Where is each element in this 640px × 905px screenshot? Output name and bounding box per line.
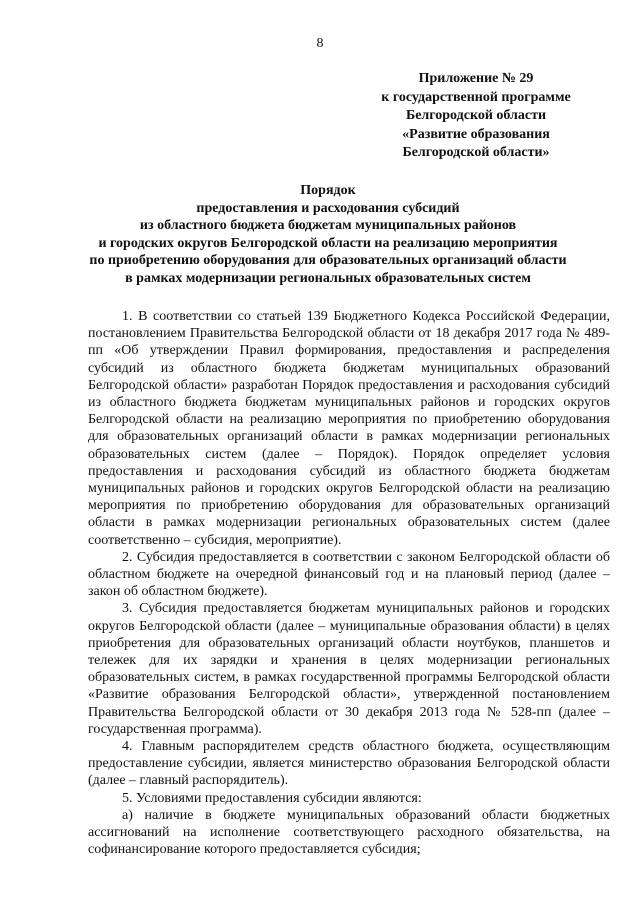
paragraph-3: 3. Субсидия предоставляется бюджетам муниципальных районов и городских округов Белгородской области (далее – муниципальные образования области) в целях приобретения для образовательных организаций области ноутбуков, планшетов и тележек для их зарядки и хранения в целях модернизации региональных образовательных систем, в рамках государственной программы Белгородской области «Развитие образования Белгородской области», утвержденной постановлением Правительства Белгородской области от 30 декабря 2013 года № 528-пп (далее – государственная программа). xyxy=(88,601,610,737)
title-line: Порядок xyxy=(300,183,356,198)
appendix-line: Приложение № 29 xyxy=(418,71,534,86)
document-title xyxy=(60,182,596,287)
title-line: предоставления и расходования субсидий xyxy=(196,200,460,216)
paragraph-2: 2. Субсидия предоставляется в соответствии с законом Белгородской области об областном бюджете на очередной финансовый год и на плановый период (далее – закон об областном бюджете). xyxy=(88,549,610,600)
document-body xyxy=(88,308,610,859)
paragraph-5: 5. Условиями предоставления субсидии являются: xyxy=(122,790,422,806)
title-line: в рамках модернизации региональных образовательных систем xyxy=(125,270,531,286)
title-line: из областного бюджета бюджетам муниципальных районов xyxy=(139,218,517,233)
appendix-header xyxy=(356,70,596,163)
paragraph-1: 1. В соответствии со статьей 139 Бюджетного Кодекса Российской Федерации, постановлением Правительства Белгородской области от 18 декабря 2017 года № 489-пп «Об утверждении Правил формирования, предоставления и распределения субсидий из областного бюджета бюджетам муниципальных образований Белгородской области» разработан Порядок предоставления и расходования субсидий из областного бюджета бюджетам муниципальных районов и городских округов Белгородской области на реализацию мероприятия по приобретению оборудования для образовательных организаций области в рамках модернизации региональных образовательных систем (далее – Порядок). Порядок определяет условия предоставления и расходования субсидий из областного бюджета бюджетам муниципальных районов и городских округов Белгородской области на реализацию мероприятия по приобретению оборудования для образовательных организаций области в рамках модернизации региональных образовательных систем (далее соответственно – субсидия, мероприятие). xyxy=(88,309,610,548)
appendix-line: Белгородской области xyxy=(405,108,547,123)
title-line: и городских округов Белгородской области на реализацию мероприятия xyxy=(98,235,558,251)
appendix-line: «Развитие образования xyxy=(402,126,550,142)
paragraph-5a: а) наличие в бюджете муниципальных образований области бюджетных ассигнований на исполнение соответствующего расходного обязательства, на софинансирование которого предоставляется субсидия; xyxy=(88,807,610,858)
page-number: 8 xyxy=(316,36,324,51)
appendix-line: к государственной программе xyxy=(381,89,571,105)
title-line: по приобретению оборудования для образовательных организаций области xyxy=(89,253,567,268)
appendix-line: Белгородской области» xyxy=(402,145,550,160)
paragraph-4: 4. Главным распорядителем средств областного бюджета, осуществляющим предоставление субсидии, является министерство образования Белгородской области (далее – главный распорядитель). xyxy=(88,739,610,789)
